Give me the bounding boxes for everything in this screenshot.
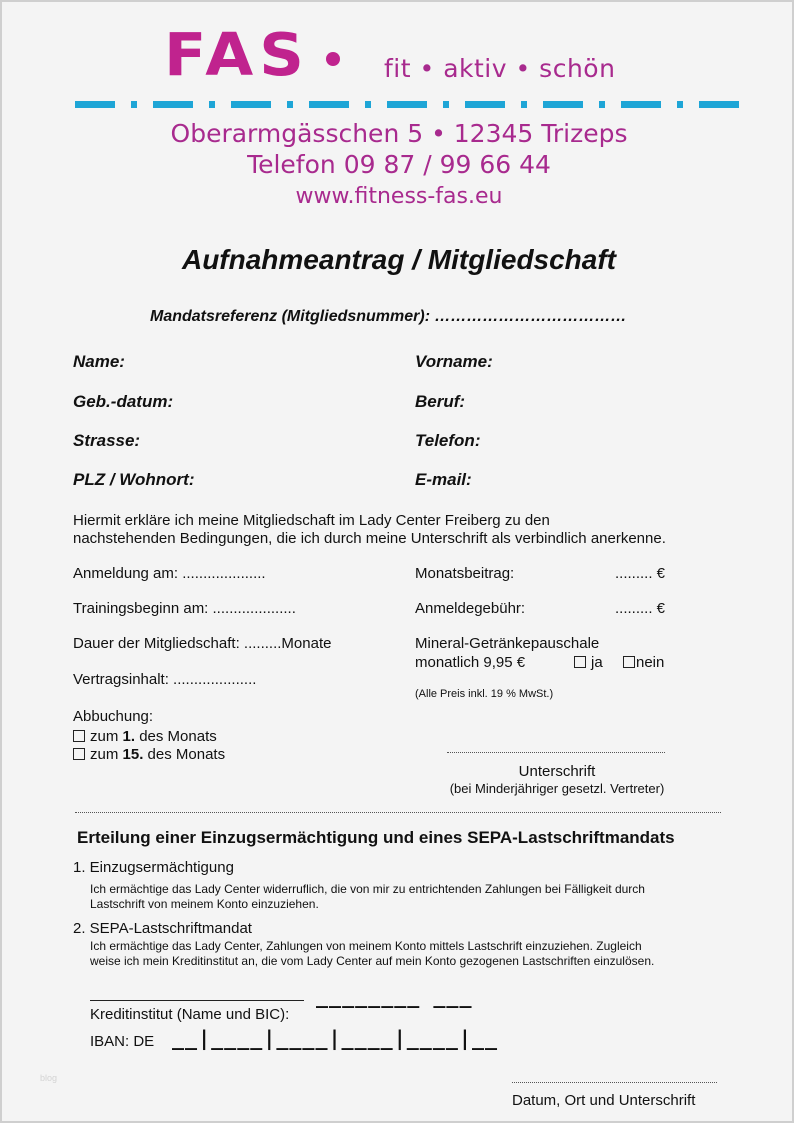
iban-label: IBAN: DE xyxy=(90,1033,155,1050)
decorative-dash-line xyxy=(75,101,727,108)
sepa-item-2-text-line-2: weise ich mein Kreditinstitut an, die vom Lady Center auf mein Konto gezogenen Lastschriften einzulösen. xyxy=(90,954,655,968)
bic-field[interactable]: ________ ___ xyxy=(316,984,473,1008)
checkbox-drinks-yes[interactable] xyxy=(574,656,586,668)
slogan: fit • aktiv • schön xyxy=(384,54,616,83)
watermark: blog xyxy=(40,1073,58,1083)
training-start-field[interactable]: Trainingsbeginn am: .................... xyxy=(73,600,296,617)
vat-note: (Alle Preis inkl. 19 % MwSt.) xyxy=(415,688,554,700)
drinks-flatrate-label: Mineral-Getränkepauschale xyxy=(415,635,600,652)
firstname-field[interactable]: Vorname: xyxy=(415,352,493,371)
brand-logo: FAS xyxy=(164,19,310,90)
drinks-price: monatlich 9,95 € xyxy=(415,654,526,671)
debit-option-1st[interactable]: zum 1. des Monats xyxy=(73,728,217,745)
declaration-line-2: nachstehenden Bedingungen, die ich durch meine Unterschrift als verbindlich anerkenne. xyxy=(73,530,666,547)
page-title: Aufnahmeantrag / Mitgliedschaft xyxy=(181,244,617,275)
signature-line[interactable] xyxy=(447,752,665,753)
signature-label: Unterschrift xyxy=(518,763,596,780)
registration-fee-field[interactable]: ......... € xyxy=(615,600,666,617)
drinks-yes-option[interactable]: ja xyxy=(574,654,603,671)
sepa-item-2-title: 2. SEPA-Lastschriftmandat xyxy=(73,920,252,937)
website-link[interactable]: www.fitness-fas.eu xyxy=(295,184,503,209)
checkbox-debit-15th[interactable] xyxy=(73,748,85,760)
registration-fee-label: Anmeldegebühr: xyxy=(415,600,526,617)
zip-city-field[interactable]: PLZ / Wohnort: xyxy=(73,470,195,489)
debit-option-15th[interactable]: zum 15. des Monats xyxy=(73,746,225,763)
sepa-item-1-text-line-1: Ich ermächtige das Lady Center widerruflich, die von mir zu entrichtenden Zahlungen bei Fälligkeit durch xyxy=(90,882,645,896)
final-signature-label: Datum, Ort und Unterschrift xyxy=(512,1092,696,1109)
checkbox-debit-1st[interactable] xyxy=(73,730,85,742)
sepa-item-2-text-line-1: Ich ermächtige das Lady Center, Zahlungen von meinem Konto mittels Lastschrift einzuziehen. Zugleich xyxy=(90,939,642,953)
membership-duration-field[interactable]: Dauer der Mitgliedschaft: .........Monate xyxy=(73,635,332,652)
bank-label: Kreditinstitut (Name und BIC): xyxy=(90,1006,290,1023)
mandate-reference-field[interactable]: Mandatsreferenz (Mitgliedsnummer): ……………………………… xyxy=(150,308,627,325)
sepa-item-1-title: 1. Einzugsermächtigung xyxy=(73,859,234,876)
sepa-item-1-text-line-2: Lastschrift von meinem Konto einzuziehen. xyxy=(90,897,319,911)
monthly-fee-field[interactable]: ......... € xyxy=(615,565,666,582)
debit-label: Abbuchung: xyxy=(73,708,154,725)
bank-name-line[interactable] xyxy=(90,1000,304,1001)
monthly-fee-label: Monatsbeitrag: xyxy=(415,565,515,582)
name-field[interactable]: Name: xyxy=(73,352,125,371)
logo-dot-icon xyxy=(326,52,340,66)
declaration-line-1: Hiermit erkläre ich meine Mitgliedschaft im Lady Center Freiberg zu den xyxy=(73,512,550,529)
sepa-section-title: Erteilung einer Einzugsermächtigung und eines SEPA-Lastschriftmandats xyxy=(77,828,675,847)
signature-note: (bei Minderjähriger gesetzl. Vertreter) xyxy=(449,781,665,796)
occupation-field[interactable]: Beruf: xyxy=(415,392,466,411)
checkbox-drinks-no[interactable] xyxy=(623,656,635,668)
telephone-field[interactable]: Telefon: xyxy=(415,431,481,450)
phone: Telefon 09 87 / 99 66 44 xyxy=(247,150,551,179)
birthdate-field[interactable]: Geb.-datum: xyxy=(73,392,174,411)
section-divider xyxy=(75,812,721,813)
registration-date-field[interactable]: Anmeldung am: .................... xyxy=(73,565,266,582)
final-signature-line[interactable] xyxy=(512,1082,717,1083)
drinks-no-option[interactable]: nein xyxy=(623,654,664,671)
iban-field[interactable]: __|____|____|____|____|__ xyxy=(172,1026,499,1050)
contract-content-field[interactable]: Vertragsinhalt: .................... xyxy=(73,671,257,688)
street-field[interactable]: Strasse: xyxy=(73,431,141,450)
address: Oberarmgässchen 5 • 12345 Trizeps xyxy=(170,119,628,148)
email-field[interactable]: E-mail: xyxy=(415,470,472,489)
